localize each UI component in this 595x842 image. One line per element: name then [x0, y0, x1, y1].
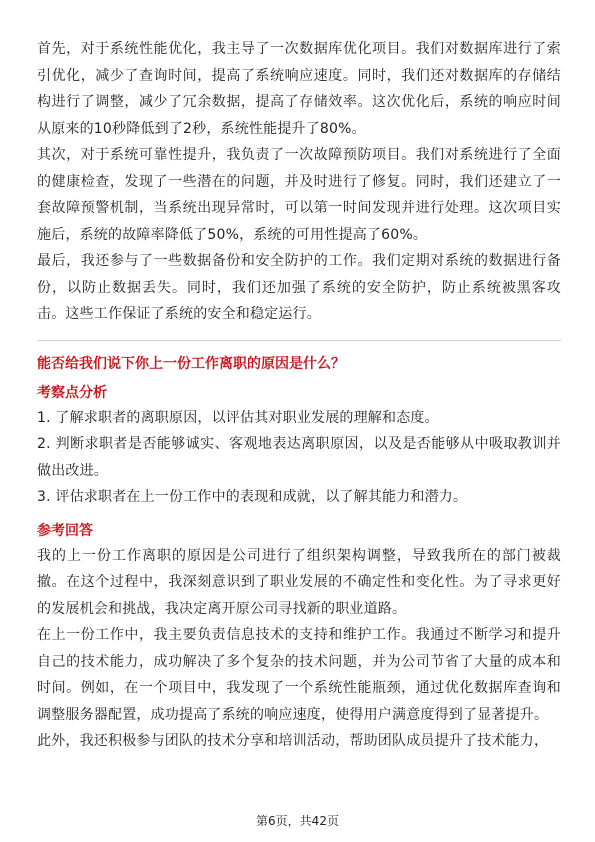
answer-paragraph: 在上一份工作中，我主要负责信息技术的支持和维护工作。我通过不断学习和提升自己的技术能力，成功解决了多个复杂的技术问题，并为公司节省了大量的成本和时间。例如，在一个项目中，我发现了一个系统性能瓶颈，通过优化数据库查询和调整服务器配置，成功提高了系统的响应速度，使得用户满意度得到了显著提升。 [37, 627, 561, 723]
page-number-footer: 第6页，共42页 [256, 814, 339, 828]
answer-heading: 参考回答 [37, 522, 93, 539]
analysis-heading: 考察点分析 [37, 384, 107, 401]
answer-section [37, 519, 561, 755]
paragraph: 首先，对于系统性能优化，我主导了一次数据库优化项目。我们对数据库进行了索引优化，减少了查询时间，提高了系统响应速度。同时，我们还对数据库的存储结构进行了调整，减少了冗余数据，提高了存储效率。这次优化后，系统的响应时间从原来的10秒降低到了2秒，系统性能提升了80%。 [37, 41, 561, 137]
document-page [37, 36, 561, 755]
answer-paragraph: 我的上一份工作离职的原因是公司进行了组织架构调整，导致我所在的部门被裁撤。在这个过程中，我深刻意识到了职业发展的不确定性和变化性。为了寻求更好的发展机会和挑战，我决定离开原公司寻找新的职业道路。 [37, 547, 561, 617]
analysis-item: 2. 判断求职者是否能够诚实、客观地表达离职原因，以及是否能够从中吸取教训并做出改进。 [37, 436, 561, 479]
previous-answer-section [37, 36, 561, 328]
analysis-item: 3. 评估求职者在上一份工作中的表现和成就，以了解其能力和潜力。 [37, 489, 468, 505]
interview-question: 能否给我们说下你上一份工作离职的原因是什么？ [37, 355, 345, 372]
section-divider [37, 340, 561, 341]
answer-paragraph: 此外，我还积极参与团队的技术分享和培训活动，帮助团队成员提升了技术能力， [37, 733, 549, 749]
analysis-section [37, 381, 561, 511]
analysis-item: 1. 了解求职者的离职原因，以评估其对职业发展的理解和态度。 [37, 409, 439, 426]
paragraph: 最后，我还参与了一些数据备份和安全防护的工作。我们定期对系统的数据进行备份，以防止数据丢失。同时，我们还加强了系统的安全防护，防止系统被黑客攻击。这些工作保证了系统的安全和稳定运行。 [37, 253, 561, 322]
paragraph: 其次，对于系统可靠性提升，我负责了一次故障预防项目。我们对系统进行了全面的健康检查，发现了一些潜在的问题，并及时进行了修复。同时，我们还建立了一套故障预警机制，当系统出现异常时，可以第一时间发现并进行处理。这次项目实施后，系统的故障率降低了50%，系统的可用性提高了60%。 [37, 147, 561, 243]
